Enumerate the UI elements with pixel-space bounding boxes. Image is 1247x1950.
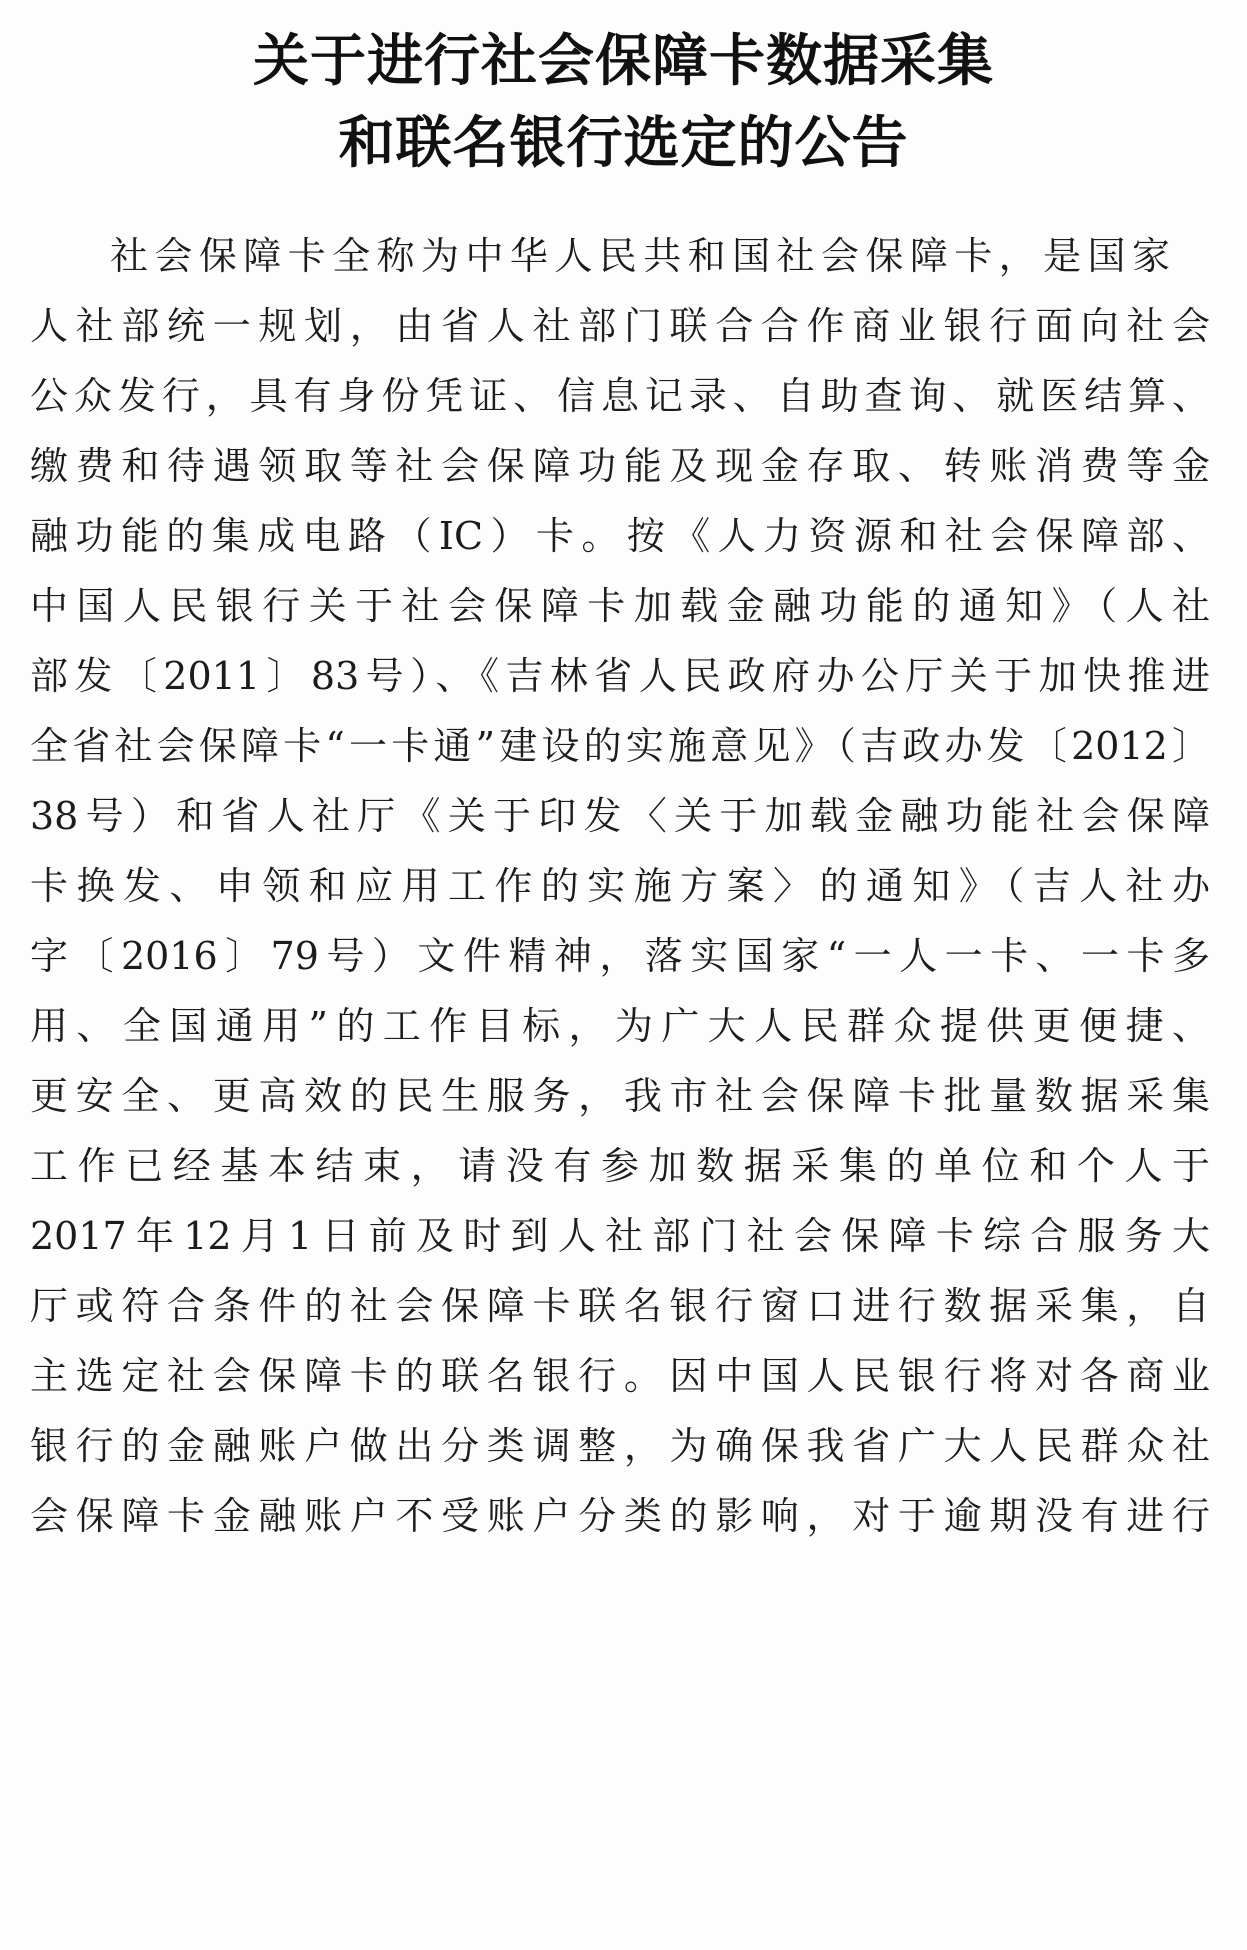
body-line-10: 卡换发、申领和应用工作的实施方案〉的通知》（吉人社办 [30, 864, 1210, 908]
body-line-13: 更安全、更高效的民生服务，我市社会保障卡批量数据采集 [30, 1074, 1210, 1118]
page-title-line-1: 关于进行社会保障卡数据采集 [253, 29, 994, 94]
body-line-11: 字〔2016〕79号）文件精神，落实国家“一人一卡、一卡多 [30, 934, 1210, 978]
body-line-8: 全省社会保障卡“一卡通”建设的实施意见》（吉政办发〔2012〕 [30, 724, 1210, 768]
page-title-line-2: 和联名银行选定的公告 [338, 111, 909, 176]
body-line-14: 工作已经基本结束，请没有参加数据采集的单位和个人于 [30, 1144, 1210, 1188]
body-line-5: 融功能的集成电路（IC）卡。按《人力资源和社会保障部、 [30, 514, 1210, 558]
body-line-7: 部发〔2011〕83号）、《吉林省人民政府办公厅关于加快推进 [30, 654, 1210, 698]
body-line-3: 公众发行，具有身份凭证、信息记录、自助查询、就医结算、 [30, 374, 1210, 418]
body-line-17: 主选定社会保障卡的联名银行。因中国人民银行将对各商业 [30, 1354, 1210, 1398]
body-line-4: 缴费和待遇领取等社会保障功能及现金存取、转账消费等金 [30, 444, 1210, 488]
body-line-9: 38号）和省人社厅《关于印发〈关于加载金融功能社会保障 [30, 794, 1210, 838]
body-line-1: 社会保障卡全称为中华人民共和国社会保障卡，是国家 [110, 234, 1170, 278]
body-line-15: 2017年12月1日前及时到人社部门社会保障卡综合服务大 [30, 1214, 1210, 1258]
body-line-16: 厅或符合条件的社会保障卡联名银行窗口进行数据采集，自 [30, 1284, 1210, 1328]
body-line-18: 银行的金融账户做出分类调整，为确保我省广大人民群众社 [30, 1424, 1210, 1468]
body-line-12: 用、全国通用”的工作目标，为广大人民群众提供更便捷、 [30, 1004, 1210, 1048]
body-line-6: 中国人民银行关于社会保障卡加载金融功能的通知》（人社 [30, 584, 1210, 628]
body-line-2: 人社部统一规划，由省人社部门联合合作商业银行面向社会 [30, 304, 1210, 348]
body-line-19: 会保障卡金融账户不受账户分类的影响，对于逾期没有进行 [30, 1494, 1210, 1538]
